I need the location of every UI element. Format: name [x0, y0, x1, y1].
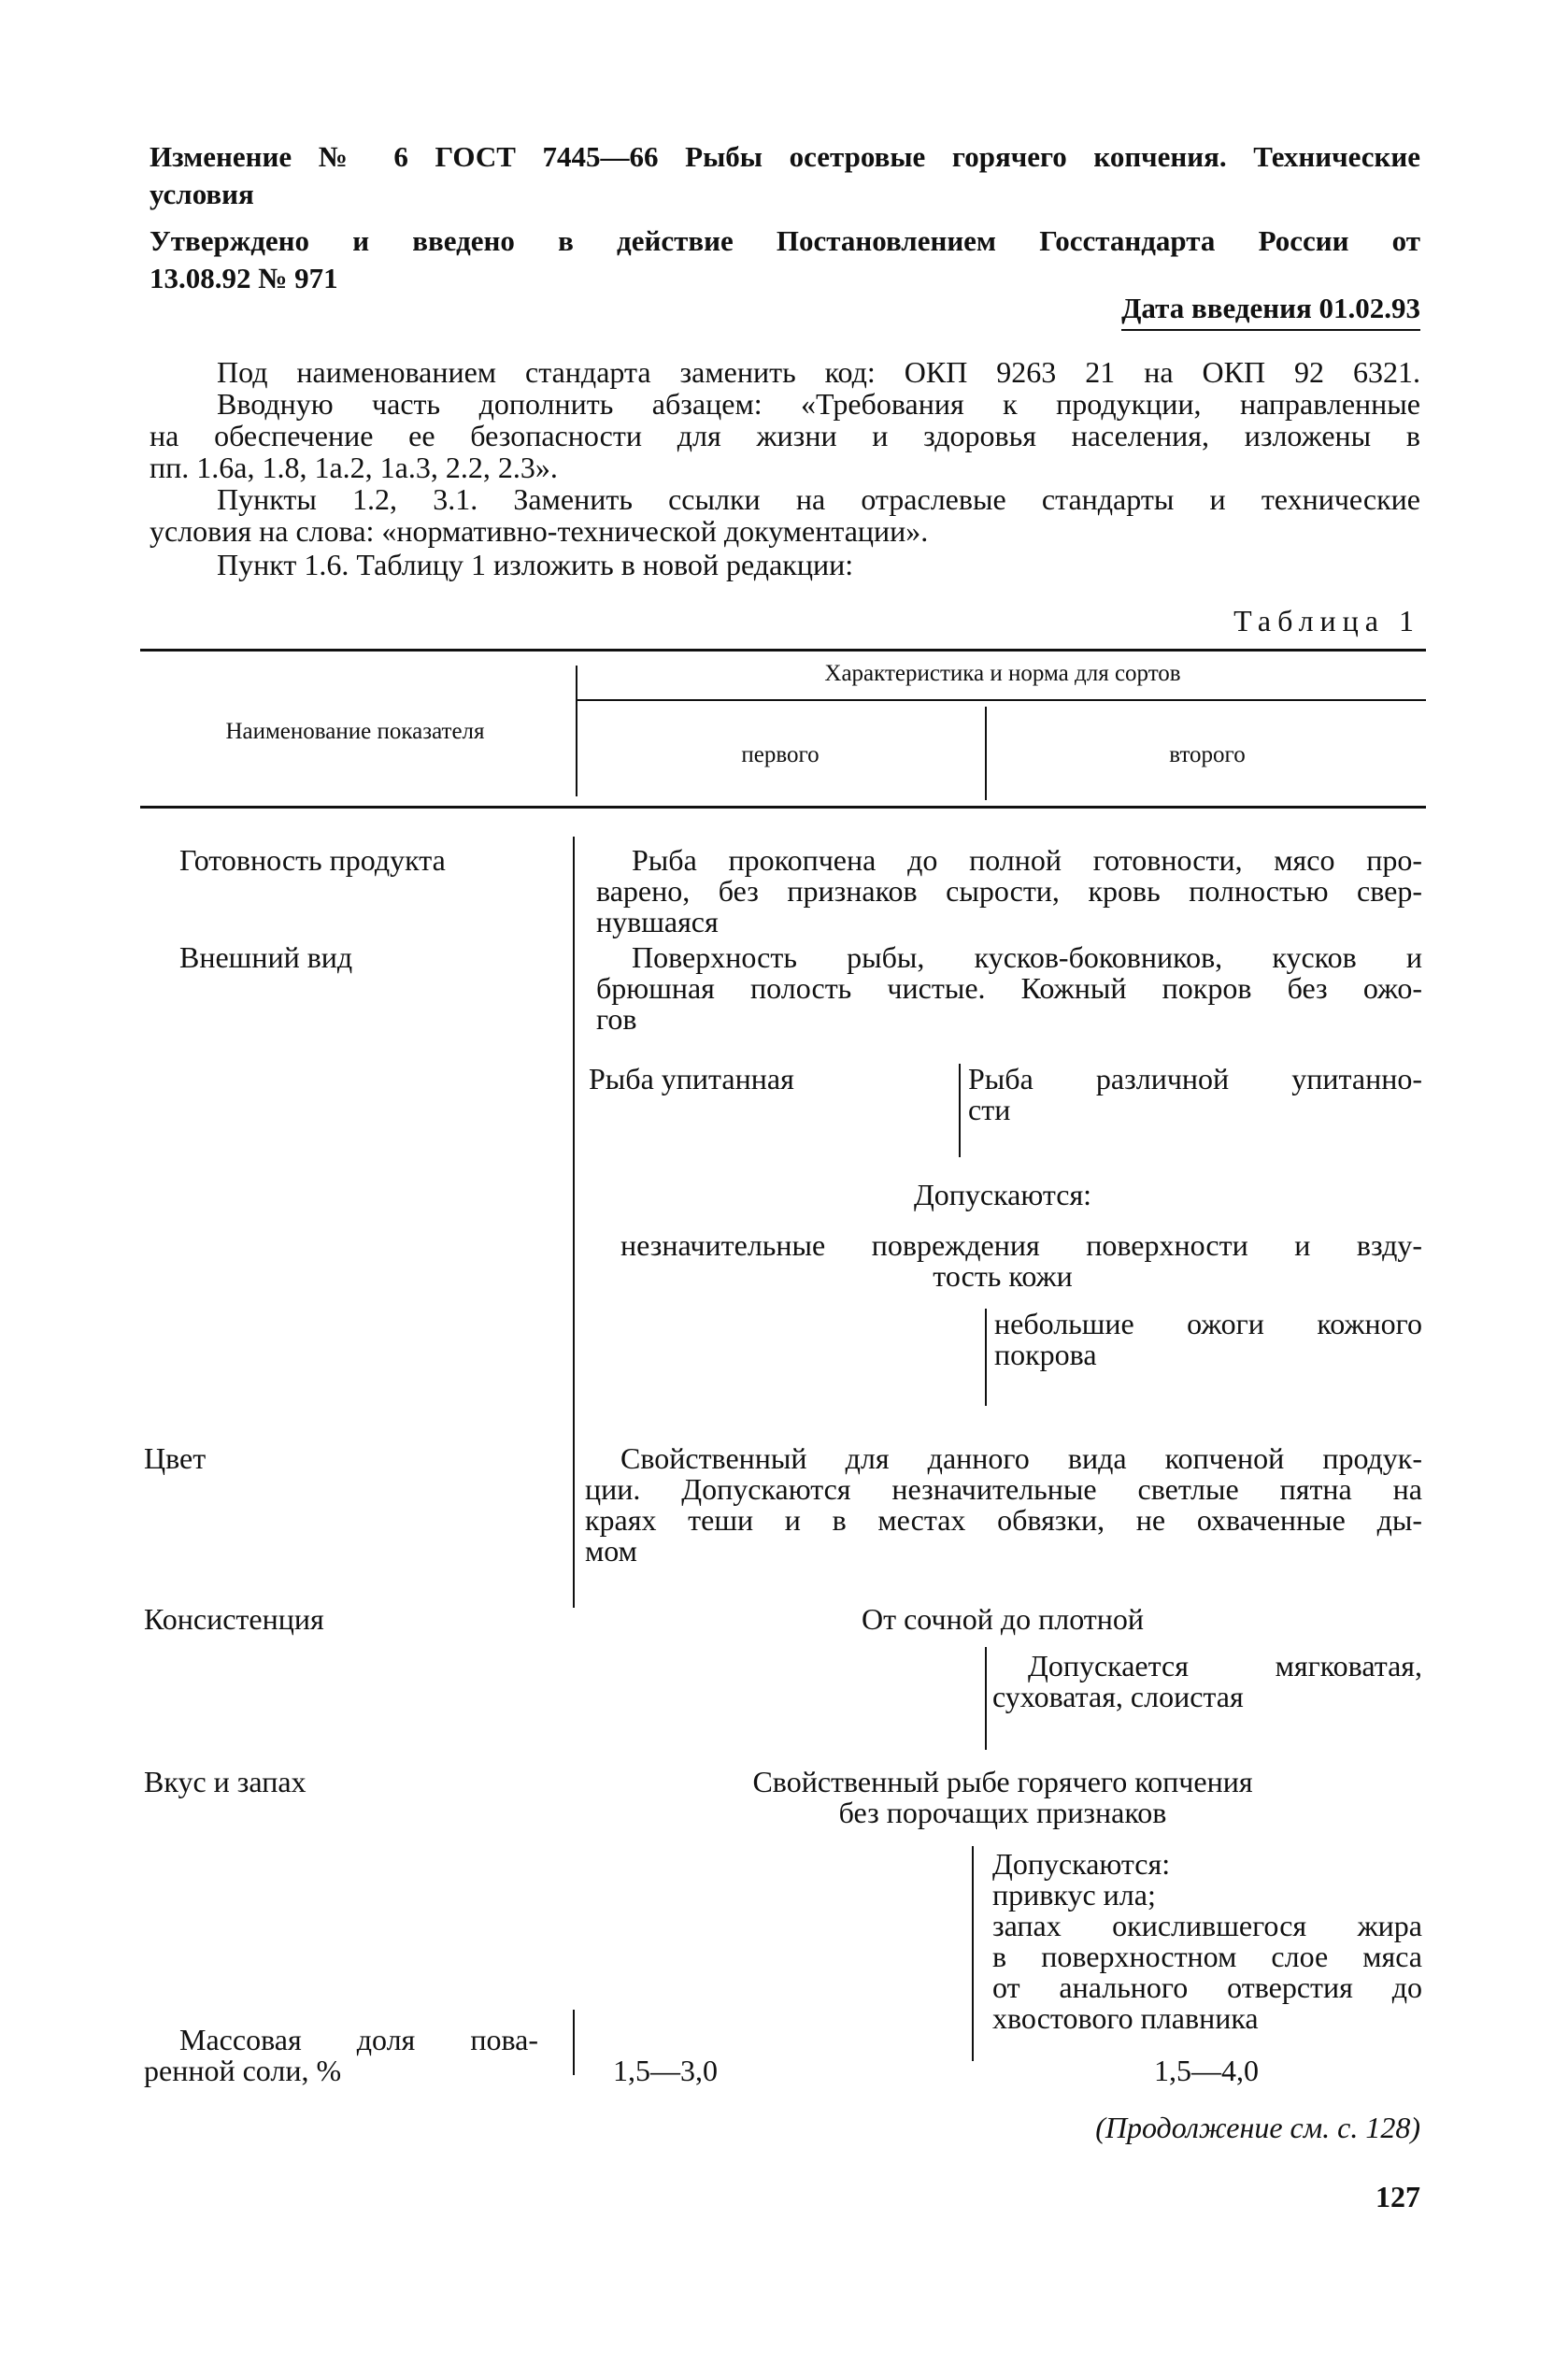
readiness-line3: нувшаяся	[596, 905, 719, 938]
appearance-second-line2: сти	[968, 1093, 1011, 1126]
row-taste-name: Вкус и запах	[144, 1765, 306, 1798]
consistency-second-line1: Допускается мягковатая,	[1028, 1649, 1422, 1683]
taste-common-line1: Свойственный рыбе горячего копчения	[752, 1765, 1253, 1798]
approval-line1: Утверждено и введено в действие Постановлением Госстандарта России от	[150, 224, 1420, 257]
taste-second-line5: от анального отверстия до	[992, 1970, 1422, 2004]
intro-p2-line2: на обеспечение ее безопасности для жизни и здоровья населения, изложены в	[150, 419, 1420, 452]
intro-p1: Под наименованием стандарта заменить код: ОКП 9263 21 на ОКП 92 6321.	[217, 355, 1420, 389]
salt-first-value: 1,5—3,0	[613, 2054, 718, 2087]
color-line2: ции. Допускаются незначительные светлые пятна на	[585, 1472, 1422, 1506]
appearance-extra-divider	[985, 1309, 987, 1406]
intro-p4: Пункт 1.6. Таблицу 1 изложить в новой редакции:	[217, 548, 854, 581]
table-caption: Таблица 1	[1233, 604, 1420, 637]
taste-second-line2: привкус ила;	[992, 1878, 1156, 1912]
body-col-divider	[573, 837, 575, 1608]
row-salt-name-line2: ренной соли, %	[144, 2054, 342, 2087]
taste-divider	[972, 1846, 974, 2061]
color-line4: мом	[585, 1534, 637, 1568]
appearance-allowed-label: Допускаются:	[913, 1178, 1092, 1211]
table-header-bottom-rule	[140, 806, 1426, 809]
appearance-allowed-line2: тость кожи	[933, 1259, 1073, 1293]
taste-second-line3: запах окислившегося жира	[992, 1909, 1422, 1942]
approval-line2: 13.08.92 № 971	[150, 262, 338, 294]
consistency-common: От сочной до плотной	[862, 1602, 1144, 1636]
appearance-allowed-line1: незначительные повреждения поверхности и взду-	[620, 1228, 1422, 1262]
doc-title-line2: условия	[150, 178, 254, 210]
intro-p2-line3: пп. 1.6а, 1.8, 1а.2, 1а.3, 2.2, 2.3».	[150, 451, 558, 484]
page-number: 127	[1376, 2180, 1420, 2213]
intro-p3-line2: условия на слова: «нормативно-технической документации».	[150, 514, 929, 548]
row-salt-name-line1: Массовая доля пова-	[179, 2023, 538, 2056]
col-indicator-header: Наименование показателя	[225, 719, 485, 744]
row-color-name: Цвет	[144, 1441, 207, 1475]
appearance-grade-divider	[959, 1064, 961, 1157]
color-line1: Свойственный для данного вида копченой продук-	[620, 1441, 1422, 1475]
table-top-rule	[140, 649, 1426, 652]
readiness-line2: варено, без признаков сырости, кровь полностью свер-	[596, 874, 1422, 908]
appearance-line3: гов	[596, 1002, 637, 1036]
row-consistency-name: Консистенция	[144, 1602, 324, 1636]
effective-date: Дата введения 01.02.93	[1121, 290, 1420, 331]
consistency-divider	[985, 1647, 987, 1750]
salt-col-divider	[573, 2010, 575, 2075]
header-col-divider	[576, 666, 577, 796]
col-group-header: Характеристика и норма для сортов	[824, 661, 1181, 686]
appearance-first-grade: Рыба упитанная	[589, 1062, 794, 1096]
color-line3: краях теши и в местах обвязки, не охваченные ды-	[585, 1503, 1422, 1537]
header-group-rule	[576, 699, 1426, 701]
col-first-header: первого	[741, 742, 820, 767]
col-second-header: второго	[1169, 742, 1246, 767]
salt-second-value: 1,5—4,0	[1154, 2054, 1259, 2087]
taste-common-line2: без порочащих признаков	[838, 1796, 1167, 1829]
intro-p3-line1: Пункты 1.2, 3.1. Заменить ссылки на отраслевые стандарты и технические	[217, 482, 1420, 516]
row-readiness-name: Готовность продукта	[179, 843, 446, 877]
appearance-line2: брюшная полость чистые. Кожный покров без ожо-	[596, 971, 1422, 1005]
appearance-second-line1: Рыба различной упитанно-	[968, 1062, 1422, 1096]
header-subcol-divider	[985, 707, 987, 800]
taste-second-line6: хвостового плавника	[992, 2001, 1259, 2035]
taste-second-line4: в поверхностном слое мяса	[992, 1940, 1422, 1973]
readiness-line1: Рыба прокопчена до полной готовности, мясо про-	[632, 843, 1422, 877]
taste-second-line1: Допускаются:	[992, 1847, 1171, 1881]
continued-note: (Продолжение см. с. 128)	[1095, 2111, 1420, 2144]
appearance-extra-line2: покрова	[994, 1338, 1097, 1371]
appearance-line1: Поверхность рыбы, кусков-боковников, кусков и	[632, 940, 1422, 974]
doc-title-line1: Изменение № 6 ГОСТ 7445—66 Рыбы осетровые горячего копчения. Технические	[150, 140, 1420, 173]
consistency-second-line2: суховатая, слоистая	[992, 1680, 1244, 1713]
row-appearance-name: Внешний вид	[179, 940, 353, 974]
appearance-extra-line1: небольшие ожоги кожного	[994, 1307, 1422, 1340]
intro-p2-line1: Вводную часть дополнить абзацем: «Требования к продукции, направленные	[217, 387, 1420, 421]
